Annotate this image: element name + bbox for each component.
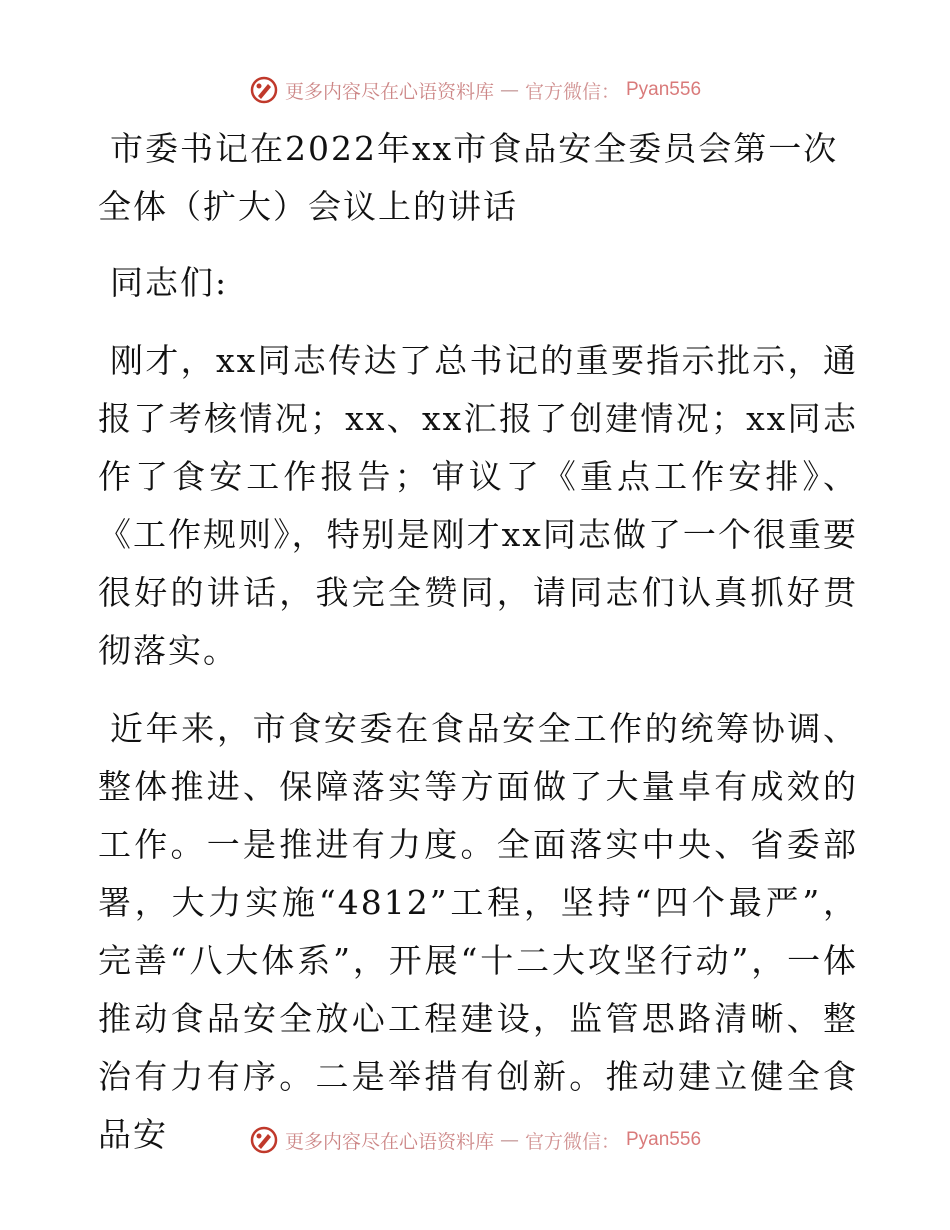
paragraph-1: 刚才，xx同志传达了总书记的重要指示批示，通报了考核情况；xx、xx汇报了创建情况；xx同志作了食安工作报告；审议了《重点工作安排》、《工作规则》，特别是刚才xx同志做了一个很重要很好的讲话，我完全赞同，请同志们认真抓好贯彻落实。 [98, 341, 858, 670]
watermark-site-text: 更多内容尽在心语资料库 [284, 1130, 494, 1153]
footer-watermark [0, 1120, 950, 1160]
watermark-wechat-id: Pyan556 [626, 1129, 702, 1150]
document-title: 市委书记在2022年xx市食品安全委员会第一次全体（扩大）会议上的讲话 [98, 129, 839, 226]
document-body [98, 120, 858, 1184]
watermark-wechat-id: Pyan556 [626, 79, 702, 100]
watermark-official-label: 官方微信： [524, 1130, 620, 1153]
pen-logo-icon [249, 75, 279, 105]
header-watermark [0, 70, 950, 110]
paragraph-greeting: 同志们: [110, 263, 229, 302]
paragraph-2: 近年来，市食安委在食品安全工作的统筹协调、整体推进、保障落实等方面做了大量卓有成效的工作。一是推进有力度。全面落实中央、省委部署，大力实施“4812”工程，坚持“四个最严”，完善“八大体系”，开展“十二大攻坚行动”，一体推动食品安全放心工程建设，监管思路清晰、整治有力有序。二是举措有创新。推动建立健全食品安 [98, 709, 858, 1154]
watermark-site-text: 更多内容尽在心语资料库 [284, 80, 494, 103]
watermark-official-label: 官方微信： [524, 80, 620, 103]
pen-logo-icon [249, 1125, 279, 1155]
watermark-separator: — [499, 79, 519, 101]
watermark-separator: — [499, 1129, 519, 1151]
